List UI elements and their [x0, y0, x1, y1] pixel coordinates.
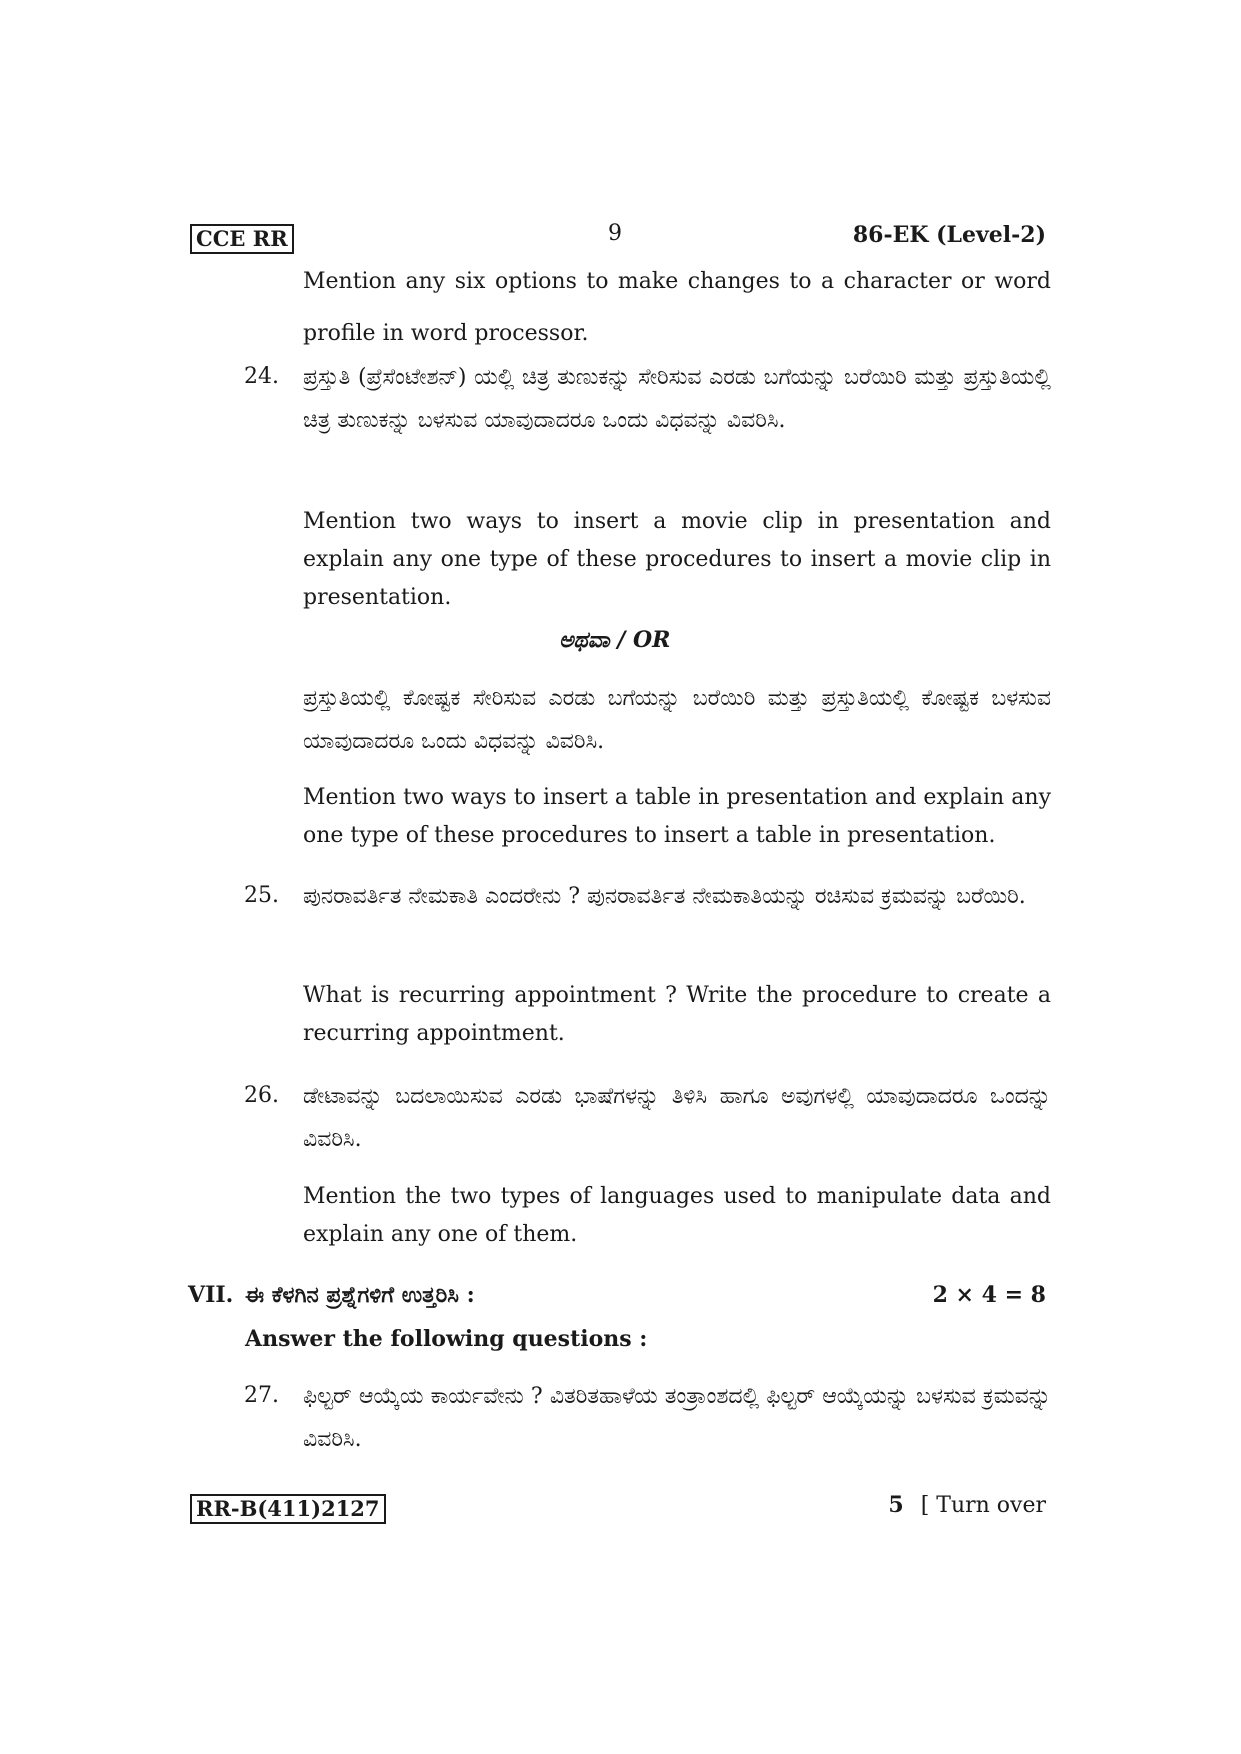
footer-code-box [190, 1494, 386, 1524]
paper-code-right: 86-EK (Level-2) [852, 222, 1046, 248]
q26-kannada: ಡೇಟಾವನ್ನು ಬದಲಾಯಿಸುವ ಎರಡು ಭಾಷೆಗಳನ್ನು ತಿಳಿಸಿ ಹಾಗೂ ಅವುಗಳಲ್ಲಿ ಯಾವುದಾದರೂ ಒಂದನ್ನು ವಿವರಿಸಿ. [303, 1084, 1051, 1152]
section-title-english: Answer the following questions : [245, 1326, 648, 1352]
question-number-26: 26. [244, 1083, 279, 1108]
question-number-27: 27. [244, 1383, 279, 1408]
question-number-24: 24. [244, 364, 279, 389]
paper-code-left: CCE RR [196, 226, 288, 251]
q25-kannada: ಪುನರಾವರ್ತಿತ ನೇಮಕಾತಿ ಎಂದರೇನು ? ಪುನರಾವರ್ತಿತ ನೇಮಕಾತಿಯನ್ನು ರಚಿಸುವ ಕ್ರಮವನ್ನು ಬರೆಯಿರಿ. [303, 884, 1026, 909]
footer-code: RR-B(411)2127 [196, 1496, 380, 1521]
footer-right [888, 1492, 1046, 1518]
page-number: 9 [608, 221, 622, 246]
q24-kannada: ಪ್ರಸ್ತುತಿ (ಪ್ರೆಸೆಂಟೇಶನ್) ಯಲ್ಲಿ ಚಿತ್ರ ತುಣುಕನ್ನು ಸೇರಿಸುವ ಎರಡು ಬಗೆಯನ್ನು ಬರೆಯಿರಿ ಮತ್ತು ಪ್ರಸ್ತುತಿಯಲ್ಲಿ ಚಿತ್ರ ತುಣುಕನ್ನು ಬಳಸುವ ಯಾವುದಾದರೂ ಒಂದು ವಿಧವನ್ನು ವಿವರಿಸಿ. [303, 365, 1051, 433]
q25-english: What is recurring appointment ? Write the procedure to create a recurring appointment. [303, 983, 1051, 1046]
q24-english: Mention two ways to insert a movie clip in presentation and explain any one type of these procedures to insert a movie clip in presentation. [303, 509, 1051, 610]
carryover-text: Mention any six options to make changes to a character or word profile in word processor. [303, 269, 1051, 346]
q24-alt-english: Mention two ways to insert a table in presentation and explain any one type of these procedures to insert a table in presentation. [303, 785, 1051, 848]
section-title-kannada: ಈ ಕೆಳಗಿನ ಪ್ರಶ್ನೆಗಳಿಗೆ ಉತ್ತರಿಸಿ : [245, 1282, 475, 1308]
turn-over: [ Turn over [920, 1493, 1046, 1518]
footer-page-count: 5 [888, 1492, 904, 1518]
section-marks: 2 × 4 = 8 [932, 1282, 1046, 1308]
or-label: ಅಥವಾ / OR [559, 627, 671, 653]
paper-code-box [190, 224, 294, 254]
q27-kannada: ಫಿಲ್ಟರ್ ಆಯ್ಕೆಯ ಕಾರ್ಯವೇನು ? ವಿತರಿತಹಾಳೆಯ ತಂತ್ರಾಂಶದಲ್ಲಿ ಫಿಲ್ಟರ್ ಆಯ್ಕೆಯನ್ನು ಬಳಸುವ ಕ್ರಮವನ್ನು ವಿವರಿಸಿ. [303, 1384, 1051, 1452]
q26-english: Mention the two types of languages used to manipulate data and explain any one of them. [303, 1184, 1051, 1247]
question-number-25: 25. [244, 883, 279, 908]
section-roman: VII. [188, 1282, 234, 1308]
q24-alt-kannada: ಪ್ರಸ್ತುತಿಯಲ್ಲಿ ಕೋಷ್ಟಕ ಸೇರಿಸುವ ಎರಡು ಬಗೆಯನ್ನು ಬರೆಯಿರಿ ಮತ್ತು ಪ್ರಸ್ತುತಿಯಲ್ಲಿ ಕೋಷ್ಟಕ ಬಳಸುವ ಯಾವುದಾದರೂ ಒಂದು ವಿಧವನ್ನು ವಿವರಿಸಿ. [303, 686, 1051, 754]
